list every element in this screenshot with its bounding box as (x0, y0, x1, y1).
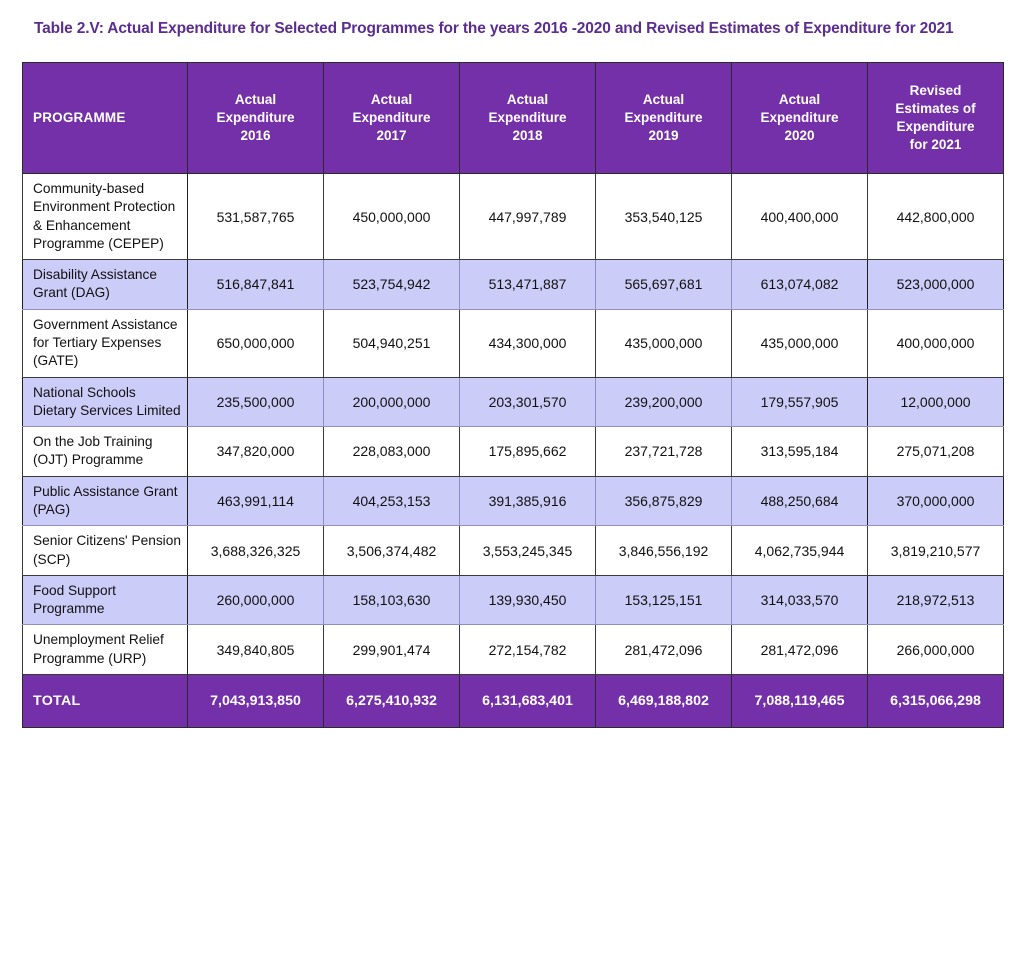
expenditure-value-cell: 235,500,000 (188, 377, 324, 427)
total-label: TOTAL (23, 674, 188, 727)
table-row (23, 526, 1004, 576)
expenditure-value-cell: 435,000,000 (596, 309, 732, 377)
column-header-line-1: Actual (506, 92, 549, 108)
expenditure-value-cell: 516,847,841 (188, 260, 324, 310)
column-header-line-3: 2016 (240, 127, 271, 143)
page-title: Table 2.V: Actual Expenditure for Selected Programmes for the years 2016 -2020 and Revised Estimates of Expenditure for 2021 (34, 20, 954, 37)
total-value-2017: 6,275,410,932 (324, 674, 460, 727)
expenditure-value-cell: 531,587,765 (188, 174, 324, 260)
column-header-line-4: for 2021 (909, 136, 962, 152)
expenditure-value-cell: 299,901,474 (324, 625, 460, 675)
expenditure-value-cell: 272,154,782 (460, 625, 596, 675)
table-row (23, 427, 1004, 477)
expenditure-value-cell: 442,800,000 (868, 174, 1004, 260)
total-value-2018: 6,131,683,401 (460, 674, 596, 727)
expenditure-value-cell: 158,103,630 (324, 575, 460, 625)
expenditure-value-cell: 463,991,114 (188, 476, 324, 526)
expenditure-value-cell: 565,697,681 (596, 260, 732, 310)
column-header-line-1: Actual (370, 92, 413, 108)
expenditure-value-cell: 353,540,125 (596, 174, 732, 260)
column-header-text: PROGRAMME (33, 110, 126, 126)
column-header-line-3: 2018 (512, 127, 543, 143)
expenditure-value-cell: 356,875,829 (596, 476, 732, 526)
expenditure-value-cell: 450,000,000 (324, 174, 460, 260)
total-value-2021: 6,315,066,298 (868, 674, 1004, 727)
expenditure-value-cell: 3,506,374,482 (324, 526, 460, 576)
total-value-2020: 7,088,119,465 (732, 674, 868, 727)
column-header-actual-2020 (732, 63, 868, 174)
column-header-line-3: Expenditure (896, 119, 975, 134)
programme-name-cell: Unemployment Relief Programme (URP) (23, 625, 188, 675)
expenditure-value-cell: 313,595,184 (732, 427, 868, 477)
total-value-2016: 7,043,913,850 (188, 674, 324, 727)
table-row (23, 575, 1004, 625)
programme-name-cell: Government Assistance for Tertiary Expenses (GATE) (23, 309, 188, 377)
expenditure-value-cell: 3,846,556,192 (596, 526, 732, 576)
column-header-actual-2017 (324, 63, 460, 174)
programme-name-cell: On the Job Training (OJT) Programme (23, 427, 188, 477)
total-row (23, 674, 1004, 727)
expenditure-value-cell: 175,895,662 (460, 427, 596, 477)
expenditure-value-cell: 4,062,735,944 (732, 526, 868, 576)
expenditure-value-cell: 228,083,000 (324, 427, 460, 477)
column-header-actual-2018 (460, 63, 596, 174)
expenditure-value-cell: 200,000,000 (324, 377, 460, 427)
column-header-line-2: Expenditure (216, 110, 295, 126)
column-header-revised-2021 (868, 63, 1004, 174)
expenditure-value-cell: 153,125,151 (596, 575, 732, 625)
programme-name-cell: National Schools Dietary Services Limited (23, 377, 188, 427)
expenditure-value-cell: 504,940,251 (324, 309, 460, 377)
expenditure-value-cell: 349,840,805 (188, 625, 324, 675)
expenditure-value-cell: 400,400,000 (732, 174, 868, 260)
expenditure-value-cell: 435,000,000 (732, 309, 868, 377)
column-header-line-2: Expenditure (760, 110, 839, 126)
expenditure-value-cell: 613,074,082 (732, 260, 868, 310)
expenditure-value-cell: 314,033,570 (732, 575, 868, 625)
expenditure-value-cell: 203,301,570 (460, 377, 596, 427)
expenditure-value-cell: 404,253,153 (324, 476, 460, 526)
column-header-actual-2016 (188, 63, 324, 174)
expenditure-value-cell: 275,071,208 (868, 427, 1004, 477)
table-footer (23, 674, 1004, 727)
expenditure-value-cell: 281,472,096 (596, 625, 732, 675)
expenditure-value-cell: 513,471,887 (460, 260, 596, 310)
programme-name-cell: Public Assistance Grant (PAG) (23, 476, 188, 526)
expenditure-value-cell: 447,997,789 (460, 174, 596, 260)
table-row (23, 309, 1004, 377)
expenditure-value-cell: 488,250,684 (732, 476, 868, 526)
table-row (23, 174, 1004, 260)
expenditure-value-cell: 281,472,096 (732, 625, 868, 675)
expenditure-value-cell: 12,000,000 (868, 377, 1004, 427)
column-header-line-2: Estimates of (895, 101, 976, 117)
programme-name-cell: Food Support Programme (23, 575, 188, 625)
table-row (23, 476, 1004, 526)
expenditure-value-cell: 523,000,000 (868, 260, 1004, 310)
programme-name-cell: Community-based Environment Protection & Enhancement Programme (CEPEP) (23, 174, 188, 260)
table-row (23, 260, 1004, 310)
expenditure-value-cell: 218,972,513 (868, 575, 1004, 625)
expenditure-value-cell: 260,000,000 (188, 575, 324, 625)
expenditure-value-cell: 237,721,728 (596, 427, 732, 477)
table-row (23, 377, 1004, 427)
column-header-actual-2019 (596, 63, 732, 174)
expenditure-value-cell: 266,000,000 (868, 625, 1004, 675)
expenditure-value-cell: 239,200,000 (596, 377, 732, 427)
column-header-line-3: 2020 (784, 127, 815, 143)
column-header-line-2: Expenditure (624, 110, 703, 126)
expenditure-table-container (22, 62, 1003, 728)
column-header-line-1: Actual (778, 92, 821, 108)
expenditure-value-cell: 391,385,916 (460, 476, 596, 526)
total-value-2019: 6,469,188,802 (596, 674, 732, 727)
programme-name-cell: Senior Citizens' Pension (SCP) (23, 526, 188, 576)
column-header-line-1: Revised (909, 83, 962, 99)
column-header-line-1: Actual (234, 92, 277, 108)
header-row (23, 63, 1004, 174)
expenditure-value-cell: 3,688,326,325 (188, 526, 324, 576)
column-header-line-1: Actual (642, 92, 685, 108)
programme-name-cell: Disability Assistance Grant (DAG) (23, 260, 188, 310)
expenditure-value-cell: 139,930,450 (460, 575, 596, 625)
column-header-line-3: 2019 (648, 127, 679, 143)
expenditure-value-cell: 650,000,000 (188, 309, 324, 377)
expenditure-value-cell: 523,754,942 (324, 260, 460, 310)
expenditure-value-cell: 434,300,000 (460, 309, 596, 377)
expenditure-value-cell: 179,557,905 (732, 377, 868, 427)
column-header-line-3: 2017 (376, 127, 407, 143)
expenditure-value-cell: 3,553,245,345 (460, 526, 596, 576)
expenditure-value-cell: 370,000,000 (868, 476, 1004, 526)
column-header-line-2: Expenditure (352, 110, 431, 126)
column-header-programme (23, 63, 188, 174)
expenditure-value-cell: 400,000,000 (868, 309, 1004, 377)
expenditure-table (22, 62, 1004, 728)
expenditure-value-cell: 3,819,210,577 (868, 526, 1004, 576)
table-row (23, 625, 1004, 675)
table-header (23, 63, 1004, 174)
table-body (23, 174, 1004, 675)
expenditure-value-cell: 347,820,000 (188, 427, 324, 477)
column-header-line-2: Expenditure (488, 110, 567, 126)
